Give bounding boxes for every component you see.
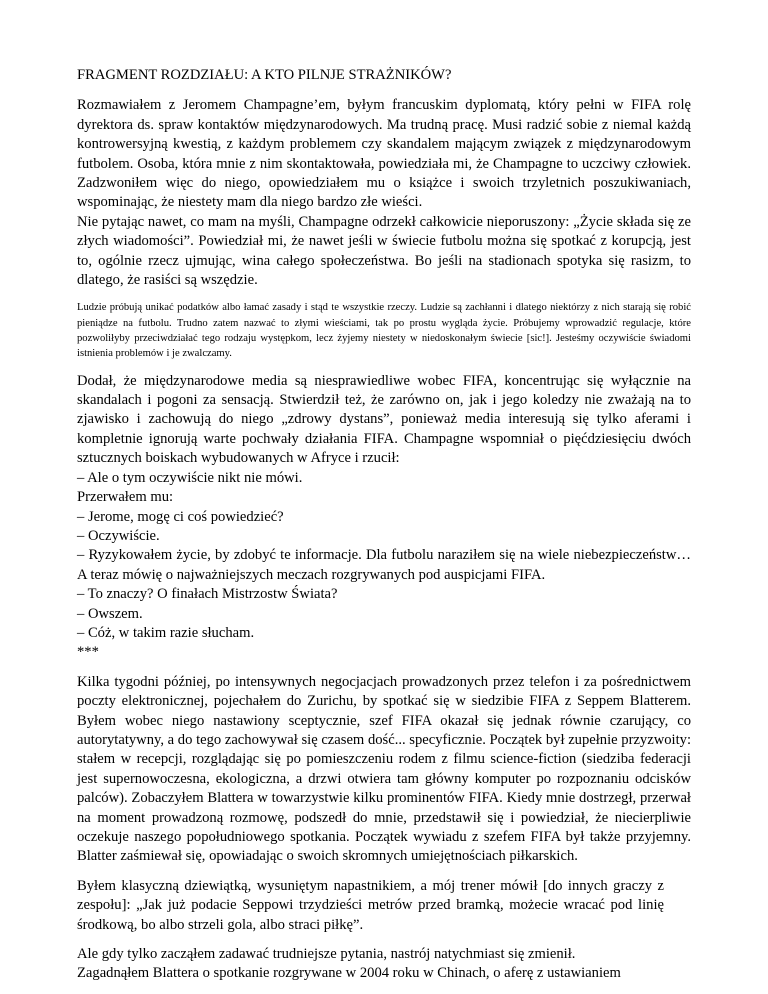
chapter-title: FRAGMENT ROZDZIAŁU: A KTO PILNJE STRAŻNIKÓW? <box>77 67 452 83</box>
paragraph-1: Rozmawiałem z Jeromem Champagne’em, byłym francuskim dyplomatą, który pełni w FIFA rolę dyrektora ds. spraw kontaktów międzynarodowych. Ma trudną pracę. Musi radzić sobie z niemal każdą kontrowersyjną kwestią, z każdym problemem czy skandalem mającym związek z międzynarodowym futbolem. Osoba, która mnie z nim skontaktowała, powiedziała mi, że Champagne to uczciwy człowiek. Zadzwoniłem więc do niego, opowiedziałem mu o książce i swoich trzyletnich poszukiwaniach, wspominając, że niestety mam dla niego bardzo złe wieści. <box>77 97 691 211</box>
block-quote: Ludzie próbują unikać podatków albo łamać zasady i stąd te wszystkie rzeczy. Ludzie są zachłanni i dlatego niektórzy z nich starają się robić pieniądze na futbolu. Trudno zatem nazwać to złymi wieściami, tak po prostu wygląda życie. Próbujemy wprowadzić regulacje, które pozwoliłyby przeciwdziałać tego rodzaju występkom, lecz żyjemy niestety w niedoskonałym świecie [sic!]. Jesteśmy oczywiście świadomi istnienia problemów i je zwalczamy. <box>77 302 691 360</box>
paragraph-group-1 <box>77 96 691 290</box>
paragraph-6-line-1: Ale gdy tylko zacząłem zadawać trudniejsze pytania, nastrój natychmiast się zmienił. <box>77 946 576 963</box>
dialogue-line: – Oczywiście. <box>77 527 160 544</box>
dialogue-line: – Jerome, mogę ci coś powiedzieć? <box>77 508 284 525</box>
paragraph-5-quote: Byłem klasyczną dziewiątką, wysuniętym napastnikiem, a mój trener mówił [do innych graczy z zespołu]: „Jak już podacie Seppowi trzydzieści metrów przed bramką, możecie wracać pod linię środkową, bo albo strzeli gola, albo straci piłkę”. <box>77 877 664 933</box>
dialogue-line: – Ale o tym oczywiście nikt nie mówi. <box>77 469 303 486</box>
dialogue-line: – Ryzykowałem życie, by zdobyć te informacje. Dla futbolu naraziłem się na wiele niebezpieczeństw… A teraz mówię o najważniejszych meczach rozgrywanych pod auspicjami FIFA. <box>77 547 691 583</box>
dialogue-line: – Owszem. <box>77 605 143 622</box>
section-separator: *** <box>77 644 99 661</box>
paragraph-2: Nie pytając nawet, co mam na myśli, Champagne odrzekł całkowicie nieporuszony: „Życie składa się ze złych wiadomości”. Powiedział mi, że nawet jeśli w świecie futbolu można się spotkać z korupcją, jest to, ogólnie rzecz ujmując, wina całego społeczeństwa. Bo jeśli na stadionach spotyka się rasizm, to dlatego, że rasiści są wszędzie. <box>77 213 691 289</box>
paragraph-3: Dodał, że międzynarodowe media są niesprawiedliwe wobec FIFA, koncentrując się wyłącznie na skandalach i pogoni za sensacją. Stwierdził też, że zarówno on, jak i jego koledzy nie zważają na to zjawisko i zachowują do niego „zdrowy dystans”, ponieważ media interesują się tylko aferami i kompletnie ignorują warte pochwały działania FIFA. Champagne wspomniał o pięćdziesięciu dwóch sztucznych boiskach wybudowanych w Afryce i rzucił: <box>77 372 691 467</box>
dialogue-line: Przerwałem mu: <box>77 489 174 506</box>
paragraph-4: Kilka tygodni później, po intensywnych negocjacjach prowadzonych przez telefon i za pośrednictwem poczty elektronicznej, pojechałem do Zurichu, by spotkać się w siedzibie FIFA z Seppem Blatterem. Byłem wobec niego nastawiony sceptycznie, szef FIFA okazał się jednak równie czarujący, co autorytatywny, a do tego zachowywał się czasem dość... specyficznie. Początek był zupełnie przyzwoity: stałem w recepcji, rozglądając się po pomieszczeniu rodem z filmu science-fiction (siedziba federacji jest supernowoczesna, ekologiczna, a drzwi otwiera tam główny komputer po rozpoznaniu odcisków palców). Zobaczyłem Blattera w towarzystwie kilku prominentów FIFA. Kiedy mnie dostrzegł, przerwał na moment prowadzoną rozmowę, podszedł do mnie, przedstawił się i powiedział, że niecierpliwie oczekuje naszego popołudniowego spotkania. Początek wywiadu z szefem FIFA był także przyjemny. Blatter zaśmiewał się, opowiadając o swoich skromnych umiejętnościach piłkarskich. <box>77 673 691 865</box>
dialogue-line: – Cóż, w takim razie słucham. <box>77 624 255 641</box>
paragraph-6-line-2: Zagadnąłem Blattera o spotkanie rozgrywane w 2004 roku w Chinach, o aferę z ustawianiem <box>77 965 621 982</box>
paragraph-6 <box>77 945 691 984</box>
document-page <box>77 66 691 984</box>
dialogue-section <box>77 372 691 644</box>
dialogue-line: – To znaczy? O finałach Mistrzostw Świata? <box>77 586 338 603</box>
